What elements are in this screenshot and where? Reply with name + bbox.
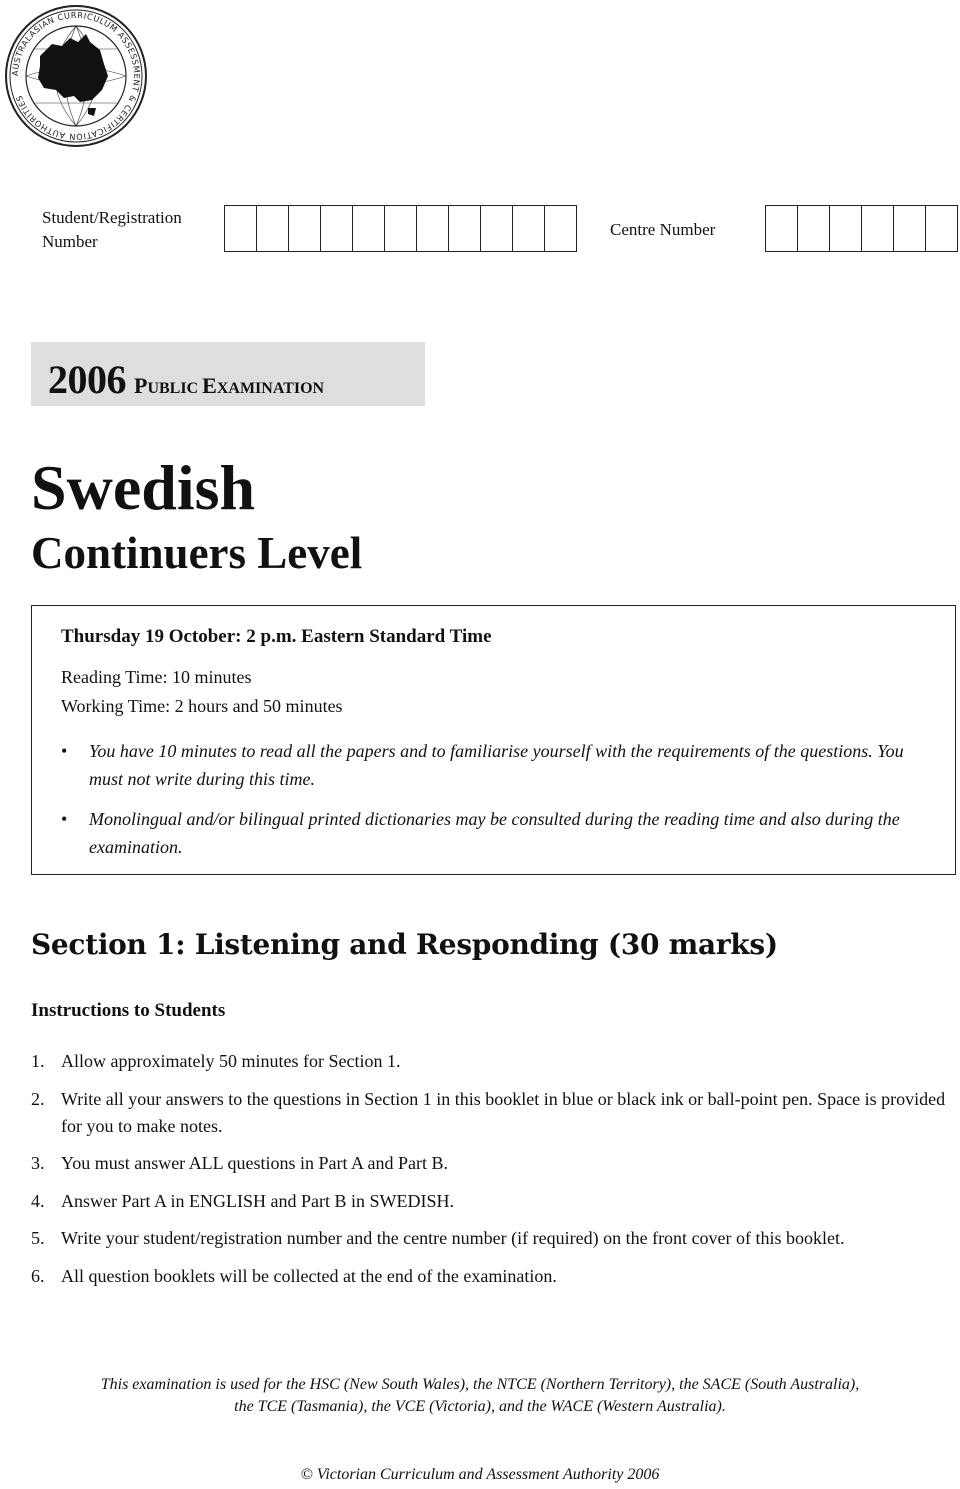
instruction-item: 6. All question booklets will be collected at the end of the examination. (31, 1265, 557, 1286)
exam-year: 2006 (48, 357, 126, 402)
digit-box[interactable] (353, 206, 385, 251)
digit-box[interactable] (321, 206, 353, 251)
footer-note: This examination is used for the HSC (New South Wales), the NTCE (Northern Territory), the SACE (South Australia), the TCE (Tasmania), the VCE (Victoria), and the WACE (Western Australia). (100, 1376, 860, 1415)
section-heading: Section 1: Listening and Responding (30 marks) (31, 928, 778, 961)
digit-box[interactable] (513, 206, 545, 251)
instruction-item: 4. Answer Part A in ENGLISH and Part B in SWEDISH. (31, 1190, 454, 1211)
banner-public: PUBLIC (134, 373, 199, 398)
digit-box[interactable] (798, 206, 830, 251)
digit-box[interactable] (289, 206, 321, 251)
instruction-item: 1. Allow approximately 50 minutes for Section 1. (31, 1051, 401, 1071)
subject-level: Continuers Level (31, 528, 363, 578)
digit-box[interactable] (257, 206, 289, 251)
instruction-item: 2. Write all your answers to the questions in Section 1 in this booklet in blue or black ink or ball-point pen. Space is provided for you to make notes. (31, 1088, 946, 1136)
instruction-item: 3. You must answer ALL questions in Part A and Part B. (31, 1153, 449, 1173)
centre-number-label: Centre Number (610, 220, 716, 239)
digit-box[interactable] (894, 206, 926, 251)
centre-number-boxes[interactable] (765, 205, 958, 252)
digit-box[interactable] (417, 206, 449, 251)
exam-banner (31, 342, 425, 406)
digit-box[interactable] (449, 206, 481, 251)
reading-time: Reading Time: 10 minutes (61, 667, 252, 687)
instructions-heading: Instructions to Students (31, 1000, 226, 1021)
digit-box[interactable] (385, 206, 417, 251)
working-time: Working Time: 2 hours and 50 minutes (61, 696, 343, 716)
copyright-notice: © Victorian Curriculum and Assessment Authority 2006 (300, 1466, 660, 1483)
digit-box[interactable] (225, 206, 257, 251)
digit-box[interactable] (926, 206, 957, 251)
digit-box[interactable] (862, 206, 894, 251)
digit-box[interactable] (481, 206, 513, 251)
subject-title: Swedish (31, 452, 256, 523)
digit-box[interactable] (766, 206, 798, 251)
svg-text:AUSTRALASIAN CURRICULUM ASSESS: AUSTRALASIAN CURRICULUM ASSESSMENT & CERTIFICATION AUTHORITIES (9, 9, 143, 143)
acaca-seal-logo (4, 4, 148, 148)
student-registration-label: Student/Registration Number (42, 208, 182, 251)
instructions-list (31, 1048, 960, 1300)
digit-box[interactable] (830, 206, 862, 251)
instruction-item: 5. Write your student/registration number and the centre number (if required) on the front cover of this booklet. (31, 1228, 845, 1248)
student-number-boxes[interactable] (224, 205, 577, 252)
exam-info-box (31, 605, 956, 875)
info-bullet: • Monolingual and/or bilingual printed dictionaries may be consulted during the reading time and also during the examination. (61, 809, 900, 857)
digit-box[interactable] (545, 206, 576, 251)
info-bullet: • You have 10 minutes to read all the papers and to familiarise yourself with the requirements of the questions. You must not write during this time. (61, 741, 904, 789)
exam-info-bullets (61, 737, 931, 873)
banner-examination: EXAMINATION (202, 373, 325, 398)
exam-date: Thursday 19 October: 2 p.m. Eastern Standard Time (61, 626, 492, 647)
